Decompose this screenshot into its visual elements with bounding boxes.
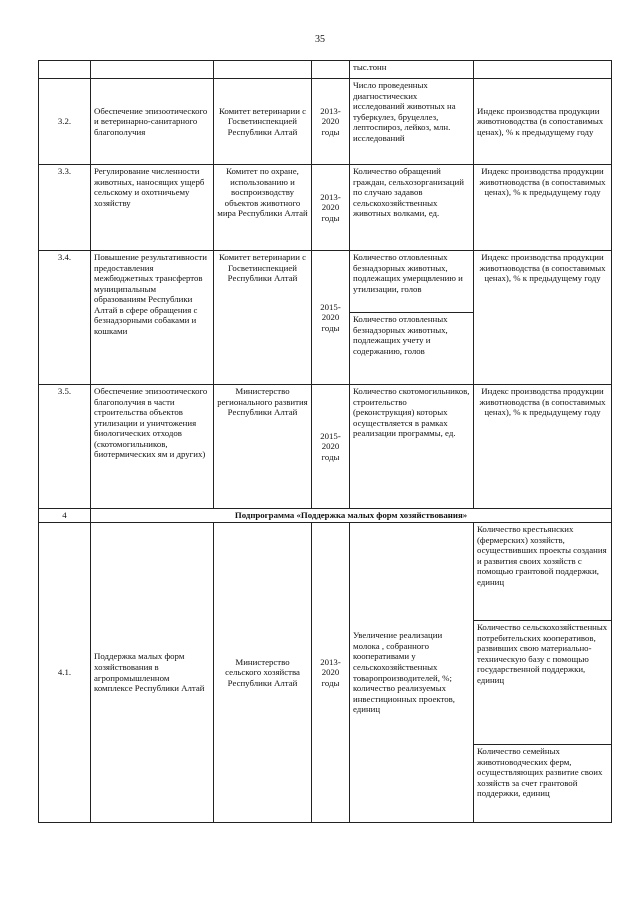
cell-period: 2013-2020 годы [312, 165, 350, 251]
cell-measure: Повышение результативности предоставления межбюджетных трансфертов муниципальным образованиям Республики Алтай в сфере обращения с безнадзорными собаками и кошками [91, 251, 214, 385]
cell-number: 3.2. [39, 79, 91, 165]
program-measures-table [38, 60, 612, 823]
cell-goal-indicator: Количество крестьянских (фермерских) хозяйств, осуществивших проекты создания и развития своих хозяйств с помощью грантовой поддержки, единиц [474, 523, 612, 621]
cell-empty [39, 61, 91, 79]
cell-indicator: тыс.тонн [350, 61, 474, 79]
cell-executor: Комитет ветеринарии с Госветинспекцией Республики Алтай [214, 79, 312, 165]
cell-empty [474, 61, 612, 79]
cell-indicator-2: Количество отловленных безнадзорных животных, подлежащих учету и содержанию, голов [350, 313, 474, 385]
table-row [39, 165, 612, 251]
cell-indicator: Количество отловленных безнадзорных животных, подлежащих умерщвлению и утилизации, голов [350, 251, 474, 313]
cell-goal-indicator: Количество сельскохозяйственных потребительских кооперативов, развивших свою материально-техническую базу с помощью государственной поддержки, единиц [474, 621, 612, 745]
cell-measure: Поддержка малых форм хозяйствования в агропромышленном комплексе Республики Алтай [91, 523, 214, 823]
cell-goal-indicator: Количество семейных животноводческих ферм, осуществляющих развитие своих хозяйств за счет грантовой поддержки, единиц [474, 745, 612, 823]
cell-goal-indicator: Индекс производства продукции животноводства (в сопоставимых ценах), % к предыдущему году [474, 251, 612, 385]
cell-executor: Комитет ветеринарии с Госветинспекцией Республики Алтай [214, 251, 312, 385]
cell-executor: Министерство сельского хозяйства Республики Алтай [214, 523, 312, 823]
cell-executor: Комитет по охране, использованию и воспроизводству объектов животного мира Республики Алтай [214, 165, 312, 251]
cell-period: 2013-2020 годы [312, 79, 350, 165]
cell-executor: Министерство регионального развития Республики Алтай [214, 385, 312, 509]
cell-number: 3.5. [39, 385, 91, 509]
cell-measure: Обеспечение эпизоотического и ветеринарно-санитарного благополучия [91, 79, 214, 165]
cell-number: 3.3. [39, 165, 91, 251]
cell-goal-indicator: Индекс производства продукции животноводства (в сопоставимых ценах), % к предыдущему году [474, 165, 612, 251]
section-row [39, 509, 612, 523]
cell-number: 4.1. [39, 523, 91, 823]
cell-measure: Регулирование численности животных, наносящих ущерб сельскому и охотничьему хозяйству [91, 165, 214, 251]
cell-indicator: Число проведенных диагностических исследований животных на туберкулез, бруцеллез, лептоспироз, лейкоз, млн. исследований [350, 79, 474, 165]
section-title: Подпрограмма «Поддержка малых форм хозяйствования» [91, 509, 612, 523]
table-row [39, 79, 612, 165]
cell-empty [91, 61, 214, 79]
cell-number: 3.4. [39, 251, 91, 385]
cell-indicator: Количество обращений граждан, сельхозорганизаций по случаю задавов сельскохозяйственных животных волками, ед. [350, 165, 474, 251]
page-number: 35 [315, 34, 325, 45]
cell-period: 2015-2020 годы [312, 385, 350, 509]
table-row [39, 251, 612, 313]
section-number: 4 [39, 509, 91, 523]
cell-period: 2013-2020 годы [312, 523, 350, 823]
cell-empty [214, 61, 312, 79]
cell-indicator: Количество скотомогильников, строительство (реконструкция) которых осуществляется в рамках реализации программы, ед. [350, 385, 474, 509]
cell-goal-indicator: Индекс производства продукции животноводства (в сопоставимых ценах), % к предыдущему году [474, 79, 612, 165]
cell-goal-indicator: Индекс производства продукции животноводства (в сопоставимых ценах), % к предыдущему году [474, 385, 612, 509]
cell-indicator: Увеличение реализации молока , собранного кооперативами у сельскохозяйственных товаропроизводителей, %; количество реализуемых инвестиционных проектов, единиц [350, 523, 474, 823]
cell-period: 2015-2020 годы [312, 251, 350, 385]
cell-measure: Обеспечение эпизоотического благополучия в части строительства объектов утилизации и уничтожения биологических отходов (скотомогильников, биотермических ям и других) [91, 385, 214, 509]
cell-empty [312, 61, 350, 79]
table-row [39, 385, 612, 509]
table-row-continuation [39, 61, 612, 79]
table-row [39, 523, 612, 621]
